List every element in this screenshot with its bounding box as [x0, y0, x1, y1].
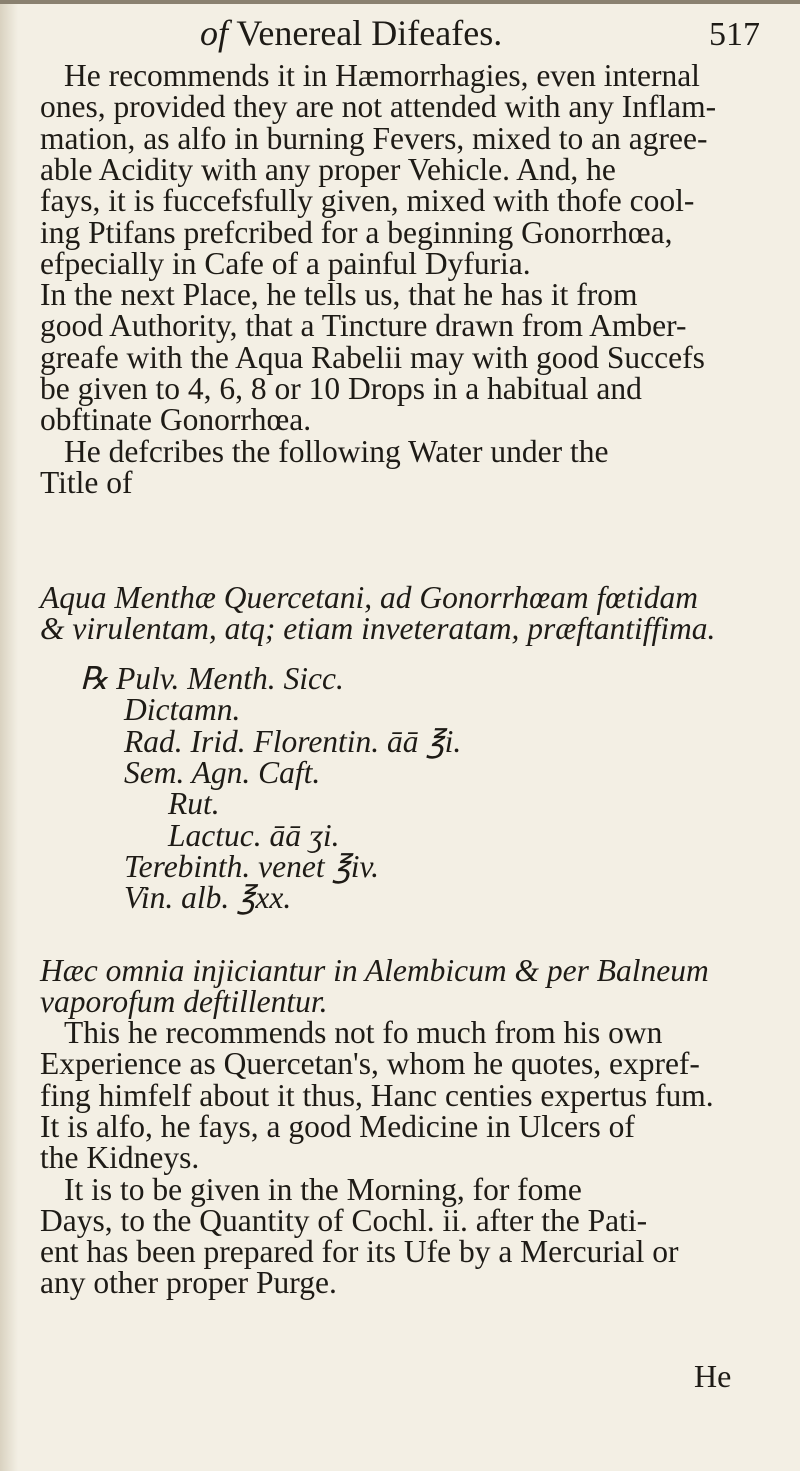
running-title-prefix: of	[200, 13, 229, 53]
text-line: the Kidneys.	[40, 1140, 200, 1176]
text-line: good Authority, that a Tincture drawn from Amber-	[40, 308, 687, 344]
text-line: He recommends it in Hæmorrhagies, even internal	[64, 58, 700, 93]
recipe-line: Rad. Irid. Florentin. āā ℥i.	[124, 723, 462, 759]
text-line: It is to be given in the Morning, for fome	[64, 1171, 582, 1207]
recipe-line: ℞ Pulv. Menth. Sicc.	[80, 661, 344, 696]
page-gutter-shadow	[0, 0, 18, 1471]
text-line: any other proper Purge.	[40, 1265, 337, 1301]
recipe-line: Vin. alb. ℥xx.	[124, 880, 292, 916]
running-title	[200, 12, 502, 54]
recipe-line: Dictamn.	[124, 692, 241, 728]
text-line: obftinate Gonorrhœa.	[40, 402, 312, 438]
text-line: be given to 4, 6, 8 or 10 Drops in a habitual and	[40, 371, 642, 406]
text-line: It is alfo, he fays, a good Medicine in Ulcers of	[40, 1108, 635, 1144]
text-line: Title of	[40, 464, 133, 500]
text-line: Experience as Quercetan's, whom he quotes, expref-	[40, 1046, 700, 1082]
formula-title-line: Aqua Menthæ Quercetani, ad Gonorrhœam fœtidam	[40, 580, 698, 615]
top-edge	[0, 0, 800, 4]
text-line: mation, as alfo in burning Fevers, mixed to an agree-	[40, 120, 708, 156]
recipe-line: Lactuc. āā ʒi.	[168, 817, 340, 853]
text-line: greafe with the Aqua Rabelii may with good Succefs	[40, 339, 705, 375]
text-line: fays, it is fuccefsfully given, mixed with thofe cool-	[40, 183, 695, 219]
recipe-line: Sem. Agn. Caft.	[124, 754, 321, 790]
text-line: fing himfelf about it thus, Hanc centies expertus fum.	[40, 1077, 714, 1113]
text-line: efpecially in Cafe of a painful Dyfuria.	[40, 245, 531, 281]
text-line: In the next Place, he tells us, that he has it from	[40, 277, 638, 313]
recipe-instruction-line: Hæc omnia injiciantur in Alembicum & per Balneum	[40, 953, 709, 988]
text-line: able Acidity with any proper Vehicle. And, he	[40, 151, 616, 187]
recipe-line: Terebinth. venet ℥iv.	[124, 848, 379, 884]
text-line: ent has been prepared for its Ufe by a Mercurial or	[40, 1234, 679, 1270]
text-line: ones, provided they are not attended with any Inflam-	[40, 89, 717, 125]
formula-title-line: & virulentam, atq; etiam inveteratam, præftantiffima.	[40, 611, 716, 647]
recipe-instruction-line: vaporofum deftillentur.	[40, 984, 328, 1020]
text-line: ing Ptifans prefcribed for a beginning Gonorrhœa,	[40, 214, 673, 250]
running-title-text: Venereal Difeafes.	[236, 13, 503, 53]
page-number: 517	[709, 16, 760, 53]
text-line: Days, to the Quantity of Cochl. ii. after the Pati-	[40, 1202, 648, 1238]
catchword: He	[694, 1358, 732, 1394]
text-line: This he recommends not fo much from his own	[64, 1015, 663, 1050]
recipe-line: Rut.	[168, 786, 220, 822]
text-line: He defcribes the following Water under the	[64, 433, 609, 469]
